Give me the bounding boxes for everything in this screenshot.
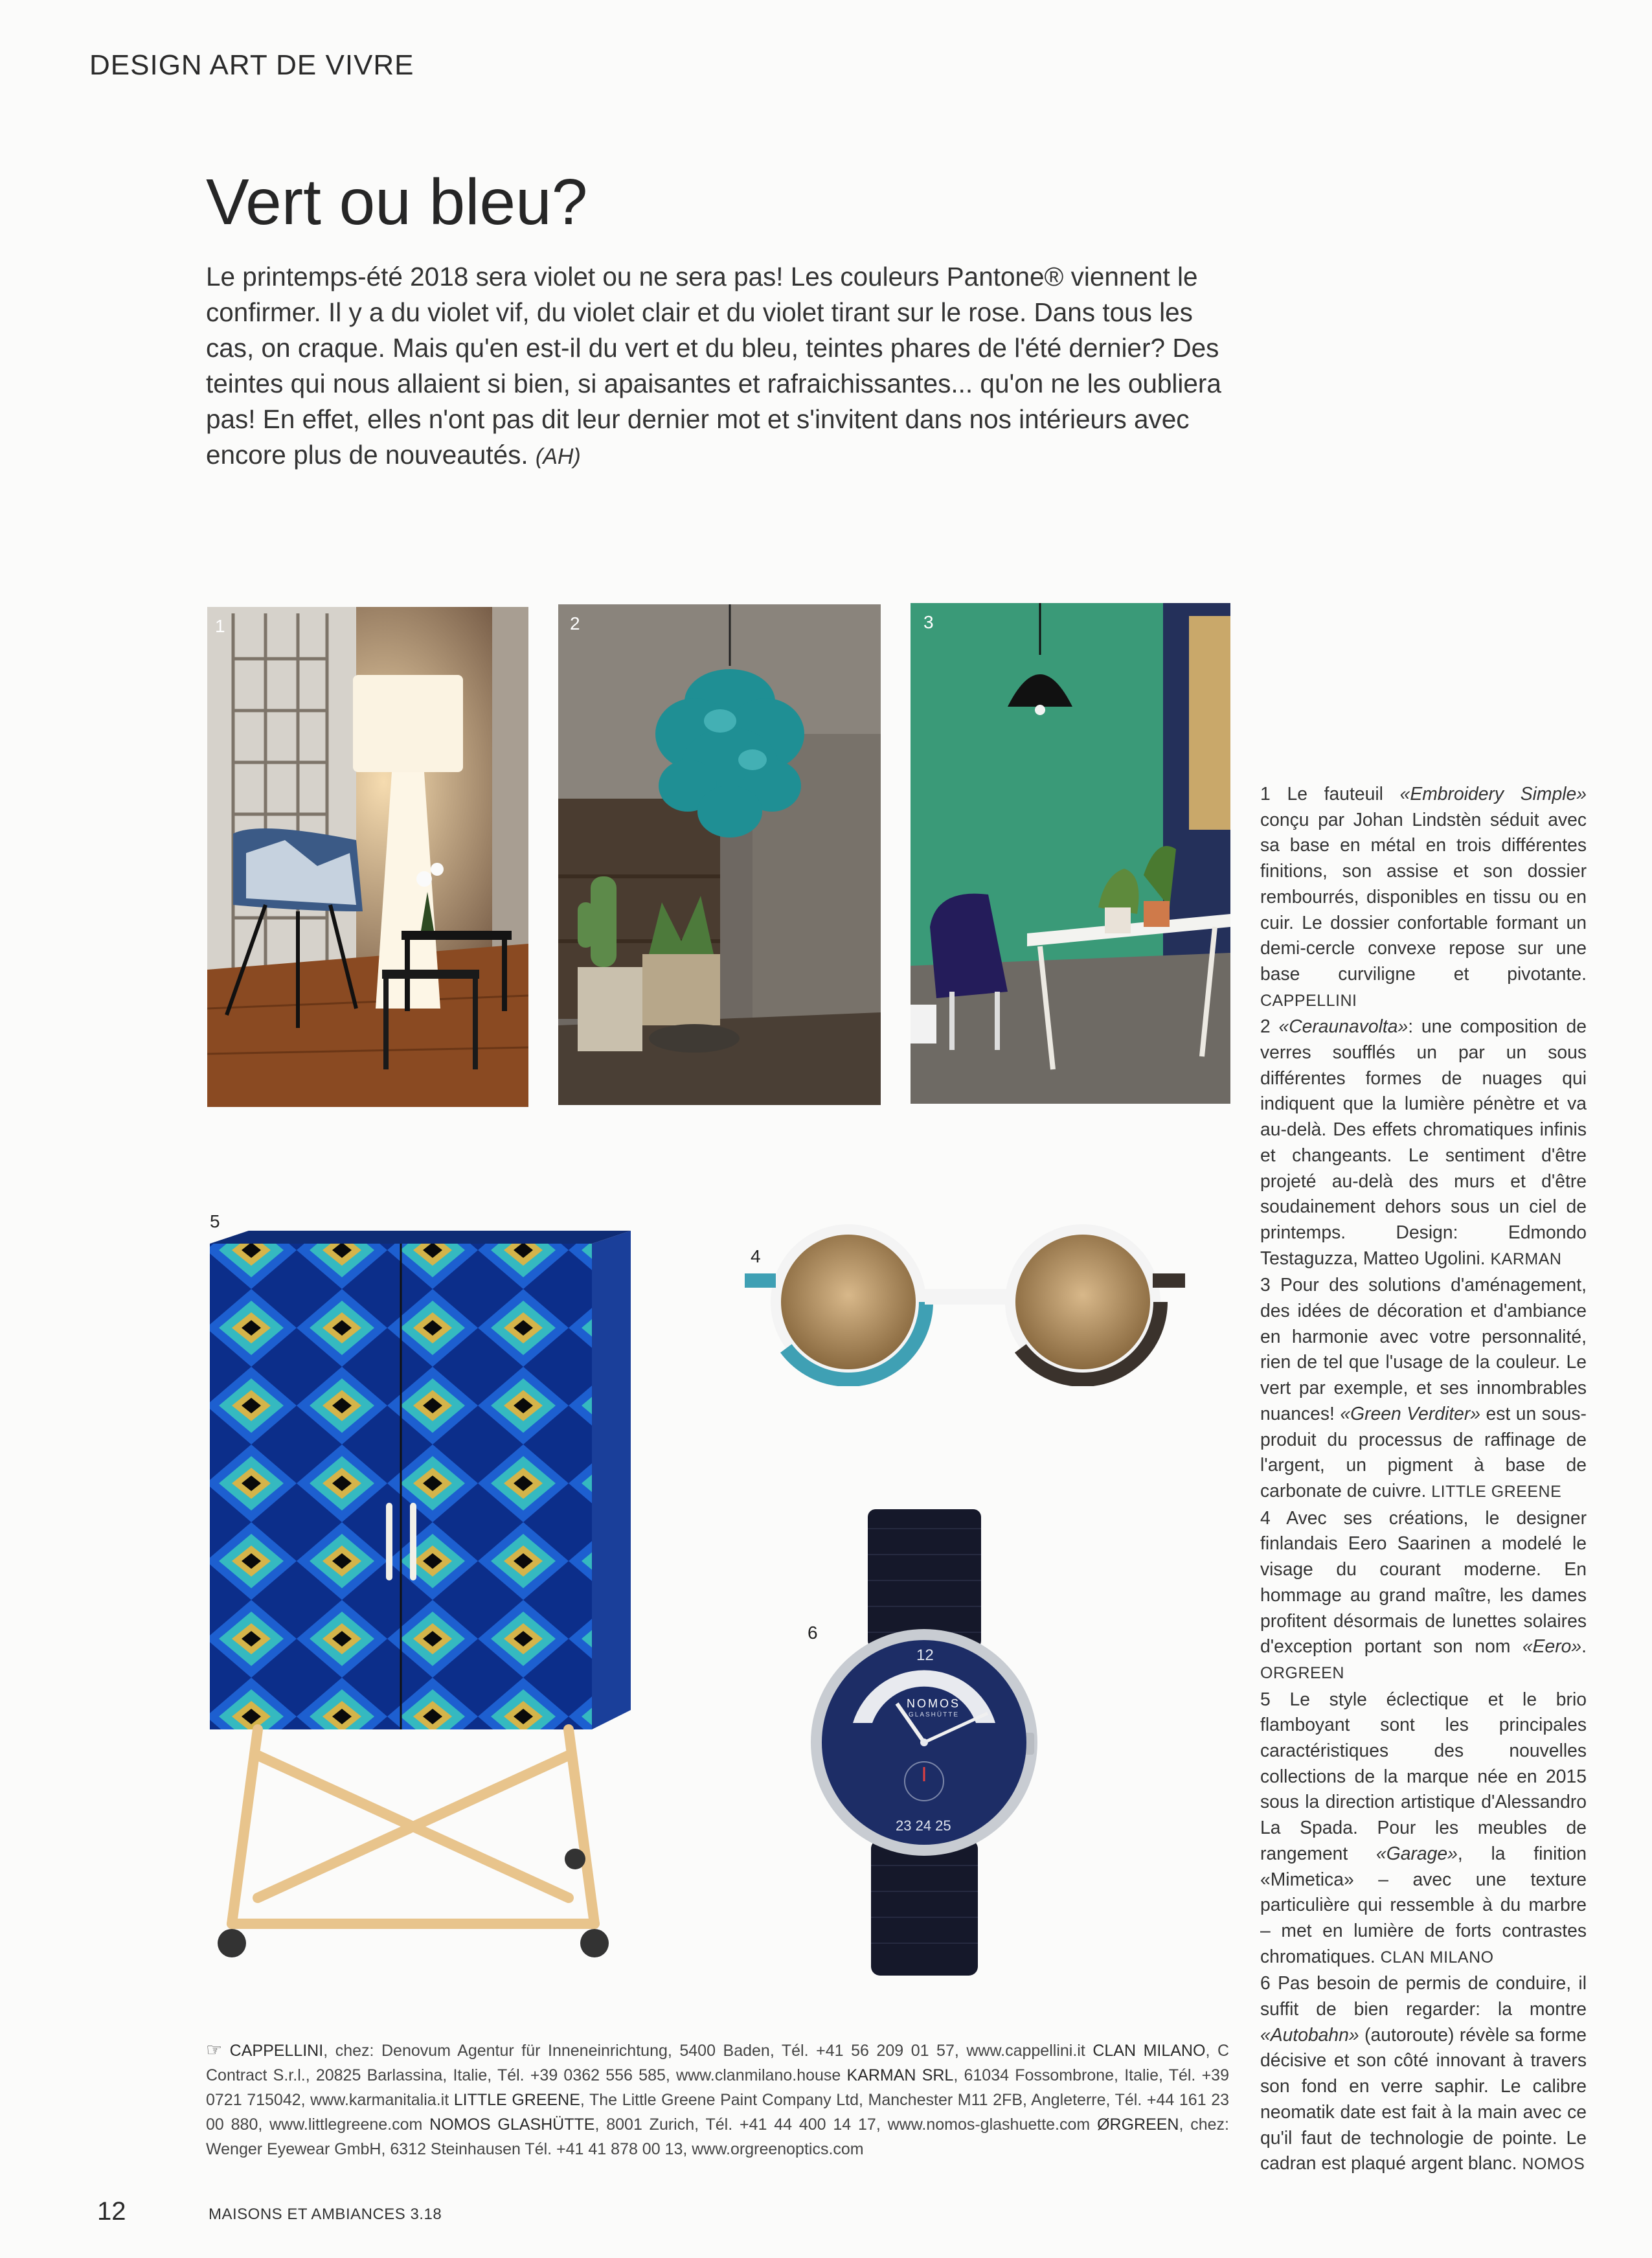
address-text: , 61034 Fossombrone, Italie, Tél. +39 0721 715042, www.karmanitalia.it bbox=[206, 2066, 1229, 2109]
address-brand: KARMAN SRL bbox=[846, 2066, 954, 2084]
watch-twelve: 12 bbox=[916, 1647, 934, 1664]
address-text: , The Little Greene Paint Company Ltd, Manchester M11 2FB, Angleterre, Tél. +44 161 23 00 880, www.littlegreene.com bbox=[206, 2091, 1230, 2134]
caption-text: 6 Pas besoin de permis de conduire, il suffit de bien regarder: la montre bbox=[1260, 1972, 1587, 2020]
caption-text: 4 Avec ses créations, le designer finlandais Eero Saarinen a modelé le visage du courant moderne. En hommage au grand maître, les dames profitent désormais de lunettes solaires d'exception portant son nom bbox=[1260, 1507, 1587, 1657]
article-title: Vert ou bleu? bbox=[206, 166, 588, 238]
photo-watch bbox=[800, 1503, 1046, 1982]
photo-number: 6 bbox=[808, 1623, 818, 1643]
photo-cabinet bbox=[206, 1211, 633, 1969]
address-brand: CLAN MILANO bbox=[1092, 2042, 1206, 2060]
caption-text: (autoroute) révèle sa forme décisive et son côté innovant à travers son fond en verre saphir. Le calibre neomatik date est fait à la main avec ce qu'il faut de technologie de pointe. Le cadran est plaqué argent blanc. bbox=[1260, 2024, 1587, 2174]
address-text: , C Contract S.r.l., 20825 Barlassina, Italie, Tél. +39 0362 556 585, www.clanmilano.house bbox=[206, 2042, 1229, 2084]
photo-number: 5 bbox=[210, 1211, 220, 1231]
address-text: , chez: Wenger Eyewear GmbH, 6312 Steinhausen Tél. +41 41 878 00 13, www.orgreenoptics.com bbox=[206, 2115, 1229, 2158]
watch-subtitle: GLASHÜTTE bbox=[909, 1711, 960, 1718]
caption-1 bbox=[1260, 781, 1587, 1014]
caption-text: . bbox=[1581, 1636, 1587, 1657]
caption-3 bbox=[1260, 1272, 1587, 1505]
address-brand: NOMOS GLASHÜTTE bbox=[429, 2115, 595, 2134]
caption-brand: KARMAN bbox=[1490, 1249, 1562, 1268]
publication-footer: MAISONS ET AMBIANCES 3.18 bbox=[209, 2206, 442, 2223]
caption-text: 5 Le style éclectique et le brio flamboyant sont les principales caractéristiques des nouvelles collections de la marque née en 2015 sous la direction artistique d'Alessandro La Spada. Pour les meubles de rangement bbox=[1260, 1688, 1587, 1864]
photo-number: 1 bbox=[215, 616, 225, 636]
caption-2 bbox=[1260, 1014, 1587, 1272]
caption-text: 3 Pour des solutions d'aménagement, des idées de décoration et d'ambiance en harmonie avec votre personnalité, rien de tel que l'usage de la couleur. Le vert par exemple, et ses innombrables nuances! bbox=[1260, 1274, 1587, 1424]
captions-column bbox=[1260, 781, 1587, 2178]
caption-brand: CLAN MILANO bbox=[1380, 1948, 1494, 1967]
photo-armchair bbox=[207, 607, 528, 1107]
photo-sunglasses bbox=[745, 1211, 1185, 1386]
caption-product-name: «Embroidery Simple» bbox=[1399, 783, 1587, 804]
caption-text: est un sous-produit du processus de raffinage de l'argent, un pigment à base de carbonate de cuivre. bbox=[1260, 1402, 1587, 1501]
caption-5 bbox=[1260, 1687, 1587, 1971]
caption-6 bbox=[1260, 1970, 1587, 2178]
caption-brand: NOMOS bbox=[1522, 2155, 1585, 2174]
address-brand: ØRGREEN bbox=[1097, 2115, 1179, 2134]
caption-text: , la finition «Mimetica» – avec une texture particulière qui ressemble à du marbre – met en lumière de forts contrastes chromatiques. bbox=[1260, 1842, 1587, 1967]
photo-number: 2 bbox=[570, 613, 580, 633]
caption-product-name: «Ceraunavolta» bbox=[1278, 1016, 1409, 1037]
photo-number: 3 bbox=[923, 612, 934, 632]
addresses-block bbox=[206, 2038, 1229, 2161]
caption-text: 1 Le fauteuil bbox=[1260, 783, 1400, 804]
caption-4 bbox=[1260, 1505, 1587, 1687]
address-brand: CAPPELLINI bbox=[229, 2042, 324, 2060]
intro-text: Le printemps-été 2018 sera violet ou ne sera pas! Les couleurs Pantone® viennent le confirmer. Il y a du violet vif, du violet clair et du violet tirant sur le rose. Dans tous les cas, on craque. Mais qu'en est-il du vert et du bleu, teintes phares de l'été dernier? Des teintes qui nous allaient si bien, si apaisantes et rafraichissantes... qu'on ne les oubliera pas! En effet, elles n'ont pas dit leur dernier mot et s'invitent dans nos intérieurs avec encore plus de nouveautés. bbox=[206, 262, 1221, 470]
article-intro bbox=[206, 259, 1242, 475]
address-text: , chez: Denovum Agentur für Inneneinrichtung, 5400 Baden, Tél. +41 56 209 01 57, www.cappellini.it bbox=[323, 2042, 1085, 2060]
caption-product-name: «Eero» bbox=[1522, 1636, 1582, 1657]
author-signature: (AH) bbox=[535, 444, 581, 469]
caption-brand: CAPPELLINI bbox=[1260, 991, 1357, 1010]
caption-product-name: «Garage» bbox=[1376, 1842, 1458, 1864]
photo-green-room bbox=[911, 603, 1230, 1104]
section-header: DESIGN ART DE VIVRE bbox=[89, 49, 414, 81]
watch-brand: NOMOS bbox=[907, 1697, 961, 1710]
caption-brand: ORGREEN bbox=[1260, 1663, 1344, 1682]
photo-number: 4 bbox=[751, 1246, 761, 1266]
caption-text: : une composition de verres soufflés un par un sous différentes formes de nuages qui indiquent que la lumière pénètre et va au-delà. Des effets chromatiques infinis et changeants. Le sentiment d'être projeté au-delà des murs et d'être soudainement dehors sous un ciel de printemps. Design: Edmondo Testaguzza, Matteo Ugolini. bbox=[1260, 1016, 1587, 1268]
pointing-hand-icon: ☞ bbox=[206, 2040, 223, 2060]
page-number: 12 bbox=[97, 2197, 126, 2226]
caption-text: 2 bbox=[1260, 1016, 1279, 1037]
caption-text: conçu par Johan Lindstèn séduit avec sa base en métal en trois différentes finitions, son assise et son dossier rembourrés, disponibles en tissu ou en cuir. Le dossier confortable formant un demi-cercle convexe repose sur une base curviligne et pivotante. bbox=[1260, 808, 1587, 984]
photo-chandelier bbox=[558, 604, 881, 1105]
caption-brand: LITTLE GREENE bbox=[1431, 1482, 1562, 1501]
caption-product-name: «Green Verditer» bbox=[1340, 1402, 1481, 1424]
caption-product-name: «Autobahn» bbox=[1260, 2024, 1359, 2045]
address-brand: LITTLE GREENE bbox=[453, 2091, 580, 2109]
address-text: , 8001 Zurich, Tél. +41 44 400 14 17, www.nomos-glashuette.com bbox=[594, 2115, 1091, 2134]
watch-date: 23 24 25 bbox=[896, 1818, 951, 1834]
